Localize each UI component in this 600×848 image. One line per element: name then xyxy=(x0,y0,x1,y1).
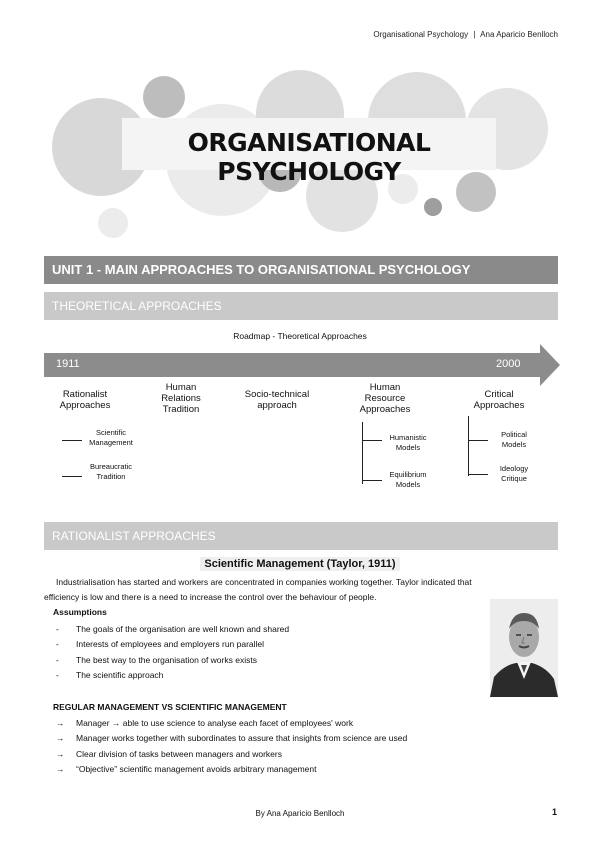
roadmap-caption: Roadmap - Theoretical Approaches xyxy=(233,331,367,341)
timeline-end-year: 2000 xyxy=(496,358,521,370)
list-item-text: Clear division of tasks between managers and workers xyxy=(76,749,282,759)
label-line: Humanistic xyxy=(389,433,427,442)
section-rationalist-approaches: RATIONALIST APPROACHES xyxy=(44,522,558,550)
roadmap-human-relations-tradition xyxy=(146,382,216,415)
footer-credit: By Ana Aparicio Benlloch xyxy=(255,809,345,818)
roadmap-scientific-management xyxy=(76,428,146,448)
cover-title-box xyxy=(122,118,496,186)
label-line: Models xyxy=(501,440,527,449)
header-course: Organisational Psychology xyxy=(373,30,469,39)
branch-line xyxy=(362,422,363,484)
roadmap-rationalist-approaches xyxy=(48,389,122,411)
assumptions-heading: Assumptions xyxy=(53,607,107,617)
branch-line xyxy=(468,416,469,476)
label-line: Bureaucratic xyxy=(89,462,133,471)
roadmap-political-models xyxy=(486,430,542,450)
label-line: Models xyxy=(395,443,421,452)
header-author: Ana Aparicio Benlloch xyxy=(480,30,558,39)
comparison-heading: REGULAR MANAGEMENT VS SCIENTIFIC MANAGEMENT xyxy=(53,702,287,712)
label-line: Tradition xyxy=(96,472,126,481)
label-line: approach xyxy=(257,400,297,411)
timeline-arrow xyxy=(44,344,562,386)
list-item: - The best way to the organisation of works exists xyxy=(56,655,257,665)
decor-circle xyxy=(143,76,185,118)
label-line: Critique xyxy=(501,474,527,483)
page-number: 1 xyxy=(551,807,557,817)
running-header xyxy=(373,30,558,39)
list-item: → Manager → able to use science to analyse each facet of employees' work xyxy=(56,718,354,728)
cover-title: ORGANISATIONAL PSYCHOLOGY xyxy=(187,128,431,186)
label-line: Management xyxy=(89,438,133,447)
decor-circle xyxy=(424,198,442,216)
label-line: Rationalist xyxy=(62,389,108,400)
list-item: → Clear division of tasks between managers and workers xyxy=(56,749,282,759)
roadmap-human-resource-approaches xyxy=(350,382,420,415)
roadmap-socio-technical-approach xyxy=(232,389,322,411)
list-item: - The scientific approach xyxy=(56,670,164,680)
roadmap-ideology-critique xyxy=(486,464,542,484)
list-item: → “Objective” scientific management avoids arbitrary management xyxy=(56,764,317,774)
unit-heading: UNIT 1 - MAIN APPROACHES TO ORGANISATIONAL PSYCHOLOGY xyxy=(44,256,558,284)
list-item-text: Manager works together with subordinates to assure that insights from science are used xyxy=(76,733,408,743)
roadmap-humanistic-models xyxy=(378,433,438,453)
label-line: Political xyxy=(501,430,527,439)
list-item-text: The scientific approach xyxy=(76,670,164,680)
list-item: - Interests of employees and employers run parallel xyxy=(56,639,265,649)
label-line: Approaches xyxy=(473,400,525,411)
paragraph-line: efficiency is low and there is a need to increase the control over the behaviour of people. xyxy=(44,592,377,602)
list-item-text: Manager → able to use science to analyse each facet of employees' work xyxy=(76,718,354,728)
header-separator: | xyxy=(473,30,476,39)
list-item-text: “Objective” scientific management avoids arbitrary management xyxy=(76,764,317,774)
section-theoretical-approaches: THEORETICAL APPROACHES xyxy=(44,292,558,320)
label-line: Critical xyxy=(484,389,514,400)
taylor-portrait xyxy=(490,599,558,697)
label-line: Resource xyxy=(364,393,406,404)
roadmap-equilibrium-models xyxy=(378,470,438,490)
branch-line xyxy=(468,440,488,441)
label-line: Equilibrium xyxy=(389,470,427,479)
label-line: Models xyxy=(395,480,421,489)
roadmap-bureaucratic-tradition xyxy=(76,462,146,482)
list-item-text: The goals of the organisation are well known and shared xyxy=(76,624,290,634)
list-item: → Manager works together with subordinates to assure that insights from science are used xyxy=(56,733,408,743)
label-line: Tradition xyxy=(162,404,200,415)
timeline-start-year: 1911 xyxy=(56,358,80,370)
decor-circle xyxy=(98,208,128,238)
label-line: Human xyxy=(165,382,197,393)
label-line: Relations xyxy=(161,393,201,404)
scientific-management-title xyxy=(0,558,600,570)
list-item-text: Interests of employees and employers run parallel xyxy=(76,639,265,649)
branch-line xyxy=(468,474,488,475)
roadmap-critical-approaches xyxy=(462,389,536,411)
label-line: Ideology xyxy=(499,464,529,473)
label-line: Approaches xyxy=(59,400,111,411)
list-item-text: The best way to the organisation of works exists xyxy=(76,655,257,665)
portrait-image xyxy=(490,599,558,697)
paragraph-line: Industrialisation has started and workers are concentrated in companies working together. Taylor indicated that xyxy=(56,577,472,587)
label-line: Approaches xyxy=(359,404,411,415)
scientific-management-title-text: Scientific Management (Taylor, 1911) xyxy=(200,557,399,571)
list-item: - The goals of the organisation are well known and shared xyxy=(56,624,290,634)
intro-paragraph xyxy=(44,575,562,605)
label-line: Human xyxy=(369,382,401,393)
label-line: Scientific xyxy=(95,428,126,437)
label-line: Socio-technical xyxy=(244,389,310,400)
